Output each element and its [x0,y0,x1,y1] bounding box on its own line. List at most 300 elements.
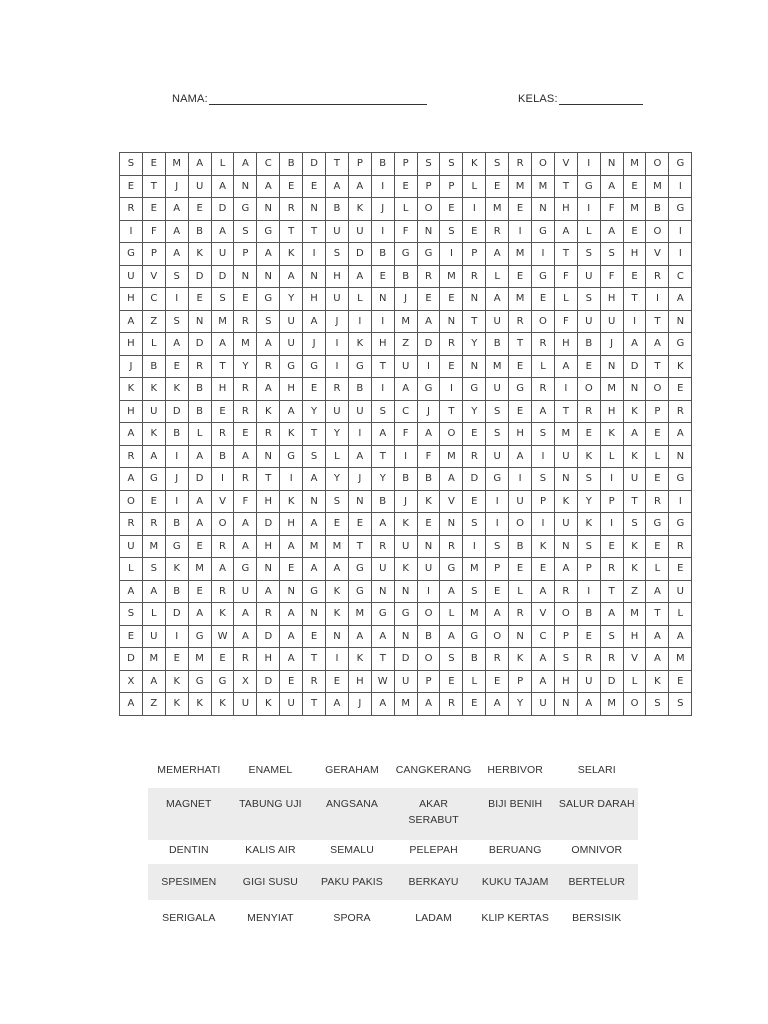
grid-cell[interactable]: B [371,243,394,266]
grid-cell[interactable]: E [303,378,326,401]
grid-cell[interactable]: K [280,243,303,266]
grid-cell[interactable]: A [234,513,257,536]
grid-cell[interactable]: R [188,355,211,378]
grid-cell[interactable]: V [646,243,669,266]
grid-cell[interactable]: A [280,603,303,626]
grid-cell[interactable]: N [257,445,280,468]
grid-cell[interactable]: P [142,243,165,266]
grid-cell[interactable]: Y [509,693,532,716]
grid-cell[interactable]: U [554,513,577,536]
grid-cell[interactable]: H [554,333,577,356]
grid-cell[interactable]: E [326,670,349,693]
grid-cell[interactable]: M [394,693,417,716]
grid-cell[interactable]: R [234,468,257,491]
grid-cell[interactable]: O [532,153,555,176]
grid-cell[interactable]: E [509,355,532,378]
grid-cell[interactable]: H [348,670,371,693]
grid-cell[interactable]: G [669,153,692,176]
grid-cell[interactable]: P [600,490,623,513]
grid-cell[interactable]: A [326,558,349,581]
grid-cell[interactable]: A [303,310,326,333]
grid-cell[interactable]: C [394,400,417,423]
grid-cell[interactable]: S [646,693,669,716]
grid-cell[interactable]: I [669,243,692,266]
grid-cell[interactable]: S [486,400,509,423]
grid-cell[interactable]: U [120,535,143,558]
grid-cell[interactable]: E [348,513,371,536]
grid-cell[interactable]: U [669,580,692,603]
grid-cell[interactable]: T [646,355,669,378]
grid-cell[interactable]: A [188,490,211,513]
grid-cell[interactable]: N [394,580,417,603]
grid-cell[interactable]: L [532,355,555,378]
grid-cell[interactable]: S [142,558,165,581]
name-field[interactable] [172,92,427,105]
grid-cell[interactable]: E [440,288,463,311]
grid-cell[interactable]: I [440,243,463,266]
grid-cell[interactable]: A [120,468,143,491]
grid-cell[interactable]: K [188,243,211,266]
grid-cell[interactable]: A [417,693,440,716]
grid-cell[interactable]: M [165,153,188,176]
grid-cell[interactable]: U [348,400,371,423]
grid-cell[interactable]: A [623,423,646,446]
grid-cell[interactable]: A [257,243,280,266]
grid-cell[interactable]: L [348,288,371,311]
grid-cell[interactable]: A [669,625,692,648]
grid-cell[interactable]: N [348,490,371,513]
grid-cell[interactable]: G [165,535,188,558]
grid-cell[interactable]: I [371,378,394,401]
grid-cell[interactable]: K [623,535,646,558]
grid-cell[interactable]: E [280,175,303,198]
grid-cell[interactable]: E [509,400,532,423]
grid-cell[interactable]: I [165,445,188,468]
grid-cell[interactable]: H [280,513,303,536]
grid-cell[interactable]: A [120,693,143,716]
grid-cell[interactable]: I [417,580,440,603]
grid-cell[interactable]: V [440,490,463,513]
grid-cell[interactable]: A [165,243,188,266]
grid-cell[interactable]: E [577,355,600,378]
grid-cell[interactable]: O [646,378,669,401]
grid-cell[interactable]: R [440,535,463,558]
grid-cell[interactable]: D [165,400,188,423]
grid-cell[interactable]: I [303,243,326,266]
grid-cell[interactable]: B [326,198,349,221]
grid-cell[interactable]: A [303,513,326,536]
grid-cell[interactable]: O [417,648,440,671]
grid-cell[interactable]: J [600,333,623,356]
grid-cell[interactable]: U [577,265,600,288]
grid-cell[interactable]: U [554,445,577,468]
grid-cell[interactable]: S [577,468,600,491]
grid-cell[interactable]: K [623,445,646,468]
grid-cell[interactable]: E [120,175,143,198]
grid-cell[interactable]: A [348,445,371,468]
grid-cell[interactable]: G [646,513,669,536]
grid-cell[interactable]: K [211,603,234,626]
grid-cell[interactable]: G [348,355,371,378]
grid-cell[interactable]: N [417,535,440,558]
grid-cell[interactable]: S [577,288,600,311]
grid-cell[interactable]: I [417,355,440,378]
grid-cell[interactable]: O [623,693,646,716]
grid-cell[interactable]: M [532,175,555,198]
grid-cell[interactable]: M [600,378,623,401]
grid-cell[interactable]: J [165,468,188,491]
grid-cell[interactable]: A [188,513,211,536]
grid-cell[interactable]: B [417,625,440,648]
grid-cell[interactable]: E [600,535,623,558]
grid-cell[interactable]: M [623,198,646,221]
grid-cell[interactable]: A [417,423,440,446]
grid-cell[interactable]: R [463,265,486,288]
grid-cell[interactable]: B [165,513,188,536]
grid-cell[interactable]: P [577,558,600,581]
grid-cell[interactable]: E [463,490,486,513]
grid-cell[interactable]: V [532,603,555,626]
grid-cell[interactable]: E [165,355,188,378]
grid-cell[interactable]: A [600,220,623,243]
grid-cell[interactable]: T [554,243,577,266]
grid-cell[interactable]: K [646,670,669,693]
grid-cell[interactable]: U [326,220,349,243]
grid-cell[interactable]: B [211,445,234,468]
grid-cell[interactable]: T [257,468,280,491]
grid-cell[interactable]: T [554,400,577,423]
grid-cell[interactable]: I [623,310,646,333]
grid-cell[interactable]: B [188,378,211,401]
grid-cell[interactable]: K [165,378,188,401]
grid-cell[interactable]: P [463,243,486,266]
grid-cell[interactable]: S [486,535,509,558]
grid-cell[interactable]: U [577,310,600,333]
grid-cell[interactable]: M [509,243,532,266]
grid-cell[interactable]: E [577,423,600,446]
grid-cell[interactable]: K [211,693,234,716]
grid-cell[interactable]: M [211,310,234,333]
grid-cell[interactable]: K [577,445,600,468]
grid-cell[interactable]: B [394,468,417,491]
grid-cell[interactable]: A [532,580,555,603]
grid-cell[interactable]: K [257,400,280,423]
grid-cell[interactable]: F [394,423,417,446]
grid-cell[interactable]: A [280,265,303,288]
grid-cell[interactable]: I [486,490,509,513]
grid-cell[interactable]: I [600,513,623,536]
grid-cell[interactable]: F [142,220,165,243]
grid-cell[interactable]: K [326,580,349,603]
grid-cell[interactable]: N [440,513,463,536]
grid-cell[interactable]: N [532,198,555,221]
grid-cell[interactable]: R [600,648,623,671]
grid-cell[interactable]: A [646,648,669,671]
grid-cell[interactable]: Z [394,333,417,356]
grid-cell[interactable]: G [211,670,234,693]
grid-cell[interactable]: G [120,243,143,266]
grid-cell[interactable]: I [371,220,394,243]
grid-cell[interactable]: R [234,378,257,401]
grid-cell[interactable]: B [188,220,211,243]
grid-cell[interactable]: N [600,355,623,378]
grid-cell[interactable]: N [234,265,257,288]
grid-cell[interactable]: V [142,265,165,288]
grid-cell[interactable]: F [234,490,257,513]
grid-cell[interactable]: A [371,513,394,536]
grid-cell[interactable]: I [165,288,188,311]
grid-cell[interactable]: S [120,603,143,626]
grid-cell[interactable]: M [600,693,623,716]
grid-cell[interactable]: E [646,423,669,446]
grid-cell[interactable]: A [120,310,143,333]
grid-cell[interactable]: S [463,580,486,603]
grid-cell[interactable]: H [600,288,623,311]
grid-cell[interactable]: A [348,265,371,288]
grid-cell[interactable]: A [142,670,165,693]
grid-cell[interactable]: O [417,198,440,221]
grid-cell[interactable]: Y [463,333,486,356]
grid-cell[interactable]: J [394,288,417,311]
grid-cell[interactable]: G [188,670,211,693]
grid-cell[interactable]: Y [577,490,600,513]
grid-cell[interactable]: T [371,648,394,671]
grid-cell[interactable]: A [120,423,143,446]
grid-cell[interactable]: A [303,558,326,581]
grid-cell[interactable]: L [509,580,532,603]
grid-cell[interactable]: B [417,468,440,491]
grid-cell[interactable]: I [669,490,692,513]
grid-cell[interactable]: A [303,468,326,491]
grid-cell[interactable]: N [509,625,532,648]
grid-cell[interactable]: T [463,310,486,333]
grid-cell[interactable]: A [165,198,188,221]
grid-cell[interactable]: D [257,670,280,693]
grid-cell[interactable]: Y [463,400,486,423]
grid-cell[interactable]: I [577,153,600,176]
grid-cell[interactable]: A [280,625,303,648]
grid-cell[interactable]: E [623,220,646,243]
grid-cell[interactable]: A [532,400,555,423]
grid-cell[interactable]: I [463,535,486,558]
grid-cell[interactable]: N [371,288,394,311]
grid-cell[interactable]: K [417,490,440,513]
grid-cell[interactable]: E [188,580,211,603]
grid-cell[interactable]: E [669,558,692,581]
grid-cell[interactable]: F [554,310,577,333]
grid-cell[interactable]: K [165,558,188,581]
grid-cell[interactable]: A [486,693,509,716]
grid-cell[interactable]: Z [623,580,646,603]
grid-cell[interactable]: L [646,445,669,468]
grid-cell[interactable]: S [303,445,326,468]
grid-cell[interactable]: O [532,310,555,333]
grid-cell[interactable]: H [120,288,143,311]
grid-cell[interactable]: U [280,693,303,716]
grid-cell[interactable]: T [303,220,326,243]
grid-cell[interactable]: I [326,648,349,671]
grid-cell[interactable]: L [394,198,417,221]
grid-cell[interactable]: F [554,265,577,288]
grid-cell[interactable]: J [394,490,417,513]
grid-cell[interactable]: A [234,153,257,176]
grid-cell[interactable]: D [257,513,280,536]
grid-cell[interactable]: O [120,490,143,513]
grid-cell[interactable]: N [394,625,417,648]
grid-cell[interactable]: R [577,648,600,671]
grid-cell[interactable]: E [303,175,326,198]
grid-cell[interactable]: D [348,243,371,266]
grid-cell[interactable]: I [371,310,394,333]
grid-cell[interactable]: A [120,580,143,603]
grid-cell[interactable]: A [532,648,555,671]
grid-cell[interactable]: P [486,558,509,581]
grid-cell[interactable]: K [463,153,486,176]
grid-cell[interactable]: R [600,558,623,581]
grid-cell[interactable]: R [440,693,463,716]
grid-cell[interactable]: W [371,670,394,693]
grid-cell[interactable]: A [486,288,509,311]
grid-cell[interactable]: S [577,535,600,558]
grid-cell[interactable]: I [600,468,623,491]
grid-cell[interactable]: A [646,580,669,603]
grid-cell[interactable]: S [440,648,463,671]
grid-cell[interactable]: G [669,333,692,356]
grid-cell[interactable]: U [394,535,417,558]
grid-cell[interactable]: D [211,198,234,221]
grid-cell[interactable]: M [509,175,532,198]
grid-cell[interactable]: T [554,175,577,198]
grid-cell[interactable]: S [165,310,188,333]
grid-cell[interactable]: E [394,175,417,198]
grid-cell[interactable]: E [211,400,234,423]
grid-cell[interactable]: S [463,513,486,536]
grid-cell[interactable]: E [142,490,165,513]
grid-cell[interactable]: I [165,490,188,513]
grid-cell[interactable]: P [554,625,577,648]
grid-cell[interactable]: K [280,423,303,446]
grid-cell[interactable]: A [234,445,257,468]
grid-cell[interactable]: O [509,513,532,536]
grid-cell[interactable]: L [211,153,234,176]
grid-cell[interactable]: K [348,648,371,671]
grid-cell[interactable]: I [371,175,394,198]
grid-cell[interactable]: I [326,333,349,356]
grid-cell[interactable]: A [280,535,303,558]
grid-cell[interactable]: E [280,670,303,693]
grid-cell[interactable]: R [234,310,257,333]
grid-cell[interactable]: R [371,535,394,558]
grid-cell[interactable]: M [440,445,463,468]
grid-cell[interactable]: A [142,445,165,468]
grid-cell[interactable]: A [394,378,417,401]
grid-cell[interactable]: O [211,513,234,536]
class-field[interactable] [518,92,643,105]
grid-cell[interactable]: D [394,648,417,671]
grid-cell[interactable]: E [509,198,532,221]
grid-cell[interactable]: U [509,490,532,513]
grid-cell[interactable]: A [440,580,463,603]
grid-cell[interactable]: E [188,288,211,311]
grid-cell[interactable]: B [646,198,669,221]
grid-cell[interactable]: K [120,378,143,401]
grid-cell[interactable]: L [486,265,509,288]
grid-cell[interactable]: R [234,400,257,423]
grid-cell[interactable]: E [371,265,394,288]
grid-cell[interactable]: E [486,670,509,693]
grid-cell[interactable]: I [509,468,532,491]
grid-cell[interactable]: E [669,378,692,401]
grid-cell[interactable]: I [577,198,600,221]
grid-cell[interactable]: R [532,333,555,356]
grid-cell[interactable]: S [486,153,509,176]
grid-cell[interactable]: G [532,220,555,243]
grid-cell[interactable]: E [486,175,509,198]
grid-cell[interactable]: A [440,468,463,491]
grid-cell[interactable]: E [326,513,349,536]
grid-cell[interactable]: R [646,490,669,513]
grid-cell[interactable]: U [326,288,349,311]
grid-cell[interactable]: G [417,378,440,401]
grid-cell[interactable]: G [417,243,440,266]
grid-cell[interactable]: M [234,333,257,356]
grid-cell[interactable]: G [463,625,486,648]
grid-cell[interactable]: N [257,558,280,581]
grid-cell[interactable]: B [463,648,486,671]
grid-cell[interactable]: B [577,333,600,356]
grid-cell[interactable]: R [211,580,234,603]
grid-cell[interactable]: U [371,558,394,581]
grid-cell[interactable]: N [554,535,577,558]
grid-cell[interactable]: K [577,513,600,536]
grid-cell[interactable]: M [348,603,371,626]
grid-cell[interactable]: S [577,243,600,266]
grid-cell[interactable]: L [188,423,211,446]
grid-cell[interactable]: M [188,648,211,671]
grid-cell[interactable]: L [554,288,577,311]
grid-cell[interactable]: A [486,603,509,626]
grid-cell[interactable]: T [326,153,349,176]
grid-cell[interactable]: H [211,378,234,401]
grid-cell[interactable]: R [532,378,555,401]
grid-cell[interactable]: E [623,175,646,198]
grid-cell[interactable]: T [211,355,234,378]
grid-cell[interactable]: E [234,423,257,446]
grid-cell[interactable]: D [303,153,326,176]
grid-cell[interactable]: M [142,648,165,671]
grid-cell[interactable]: U [234,580,257,603]
grid-cell[interactable]: I [509,220,532,243]
grid-cell[interactable]: N [600,153,623,176]
grid-cell[interactable]: A [188,603,211,626]
grid-cell[interactable]: L [600,445,623,468]
grid-cell[interactable]: D [120,648,143,671]
grid-cell[interactable]: A [577,693,600,716]
grid-cell[interactable]: R [120,513,143,536]
grid-cell[interactable]: M [440,265,463,288]
grid-cell[interactable]: J [371,198,394,221]
grid-cell[interactable]: D [165,603,188,626]
grid-cell[interactable]: N [554,468,577,491]
grid-cell[interactable]: N [417,220,440,243]
grid-cell[interactable]: R [326,378,349,401]
grid-cell[interactable]: K [348,333,371,356]
grid-cell[interactable]: E [463,220,486,243]
grid-cell[interactable]: U [142,400,165,423]
grid-cell[interactable]: B [486,333,509,356]
grid-cell[interactable]: Y [326,468,349,491]
grid-cell[interactable]: A [371,625,394,648]
